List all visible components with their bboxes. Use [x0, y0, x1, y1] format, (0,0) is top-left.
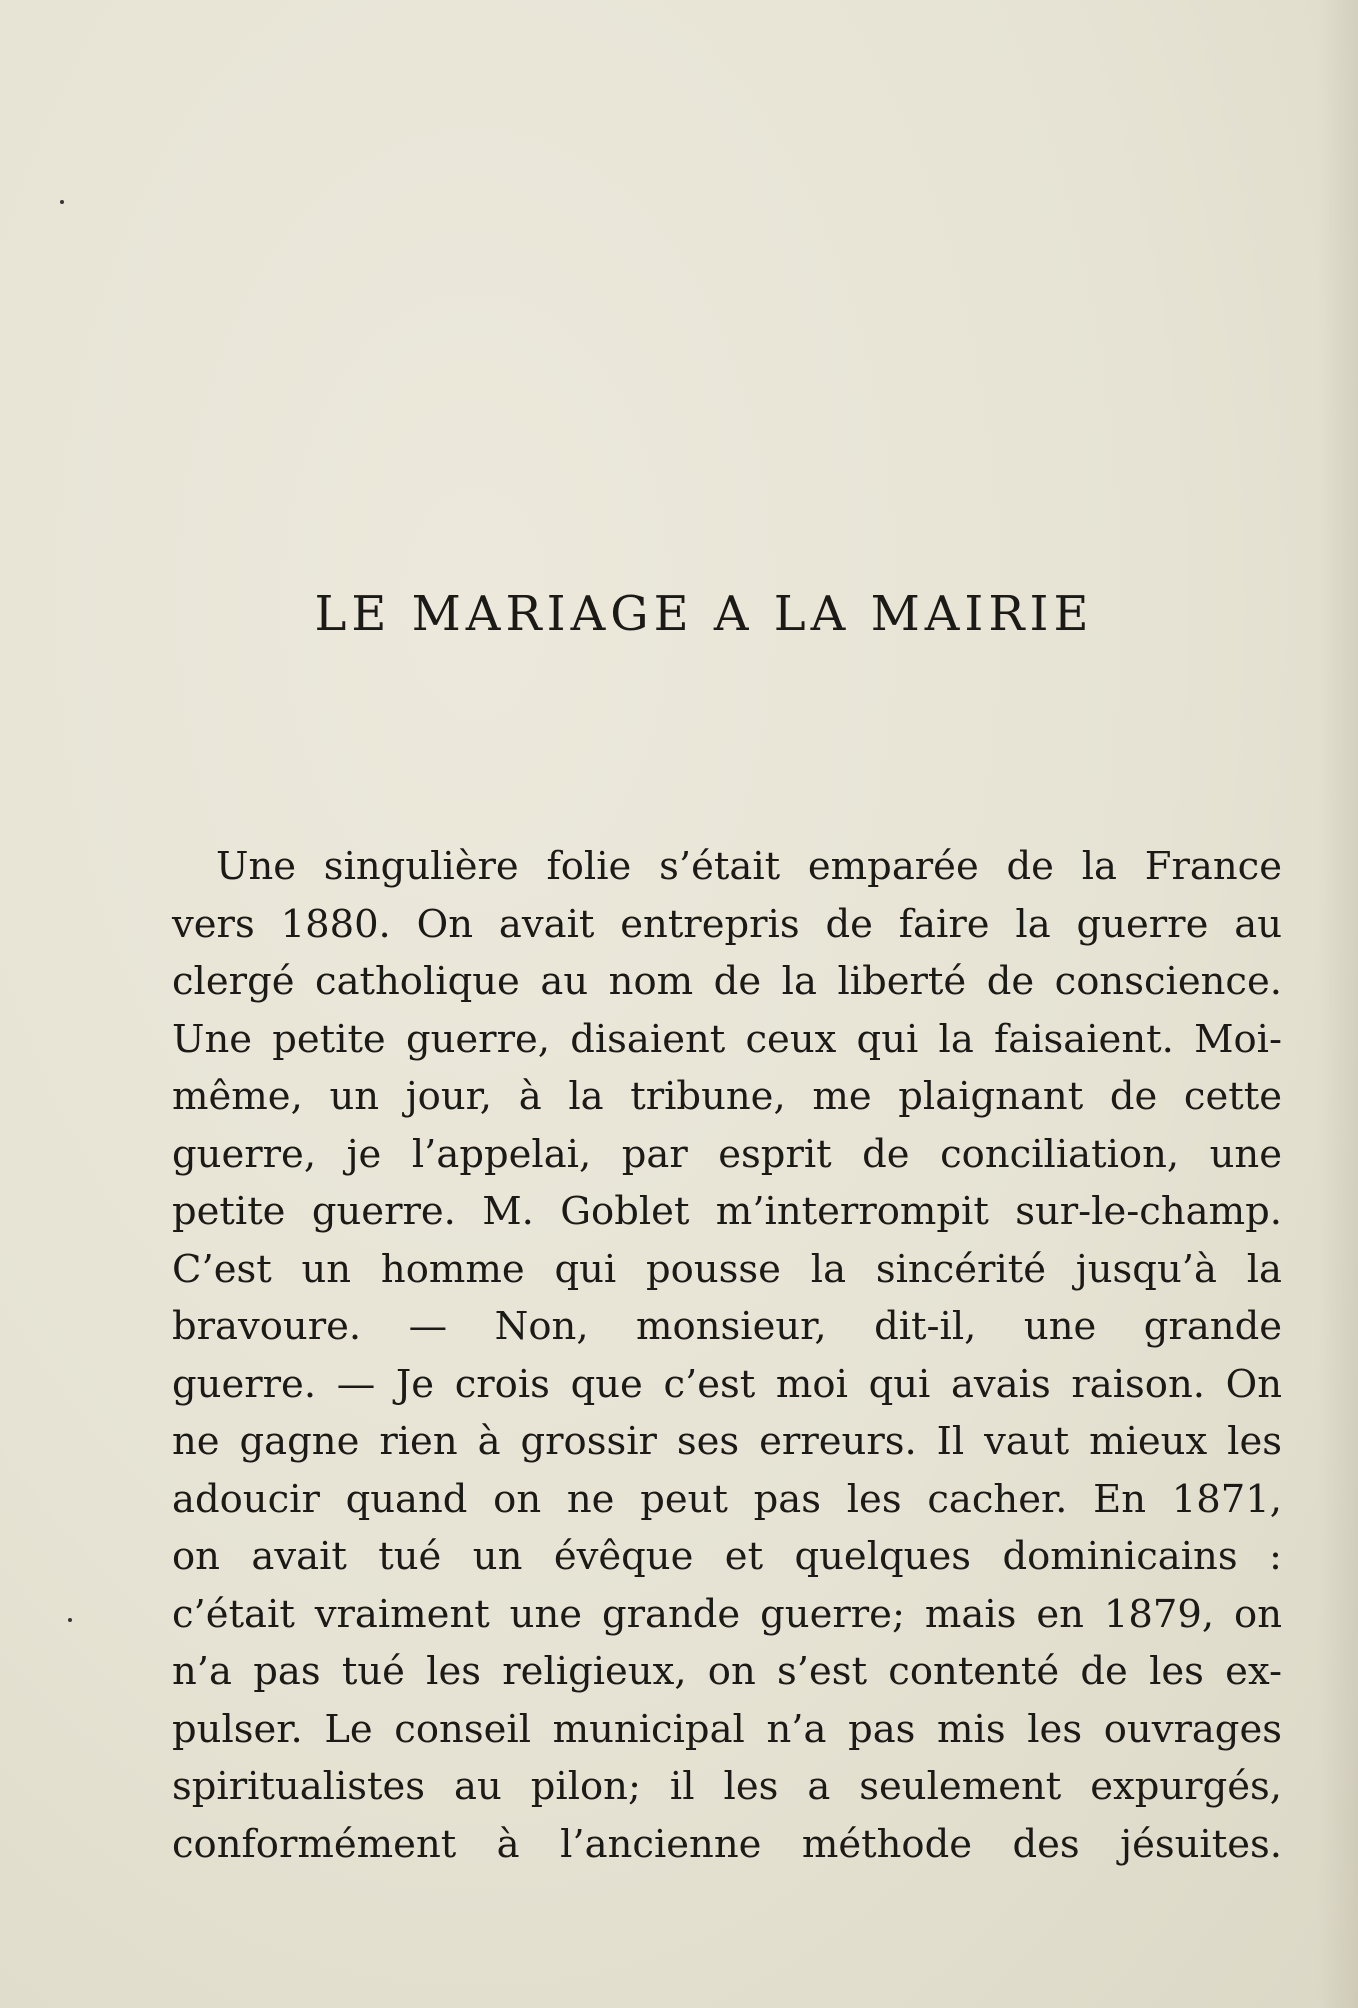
text-line: Une singulière folie s’était emparée de la France — [216, 844, 1282, 889]
text-line: c’était vraiment une grande guerre; mais en 1879, on — [172, 1591, 1282, 1637]
text-line: conformément à l’ancienne méthode des jésuites. — [172, 1821, 1282, 1867]
text-line: guerre. — Je crois que c’est moi qui avais raison. On — [172, 1361, 1282, 1407]
text-line: petite guerre. M. Goblet m’interrompit sur-le-champ. — [172, 1189, 1282, 1234]
page-edge-shadow — [1318, 0, 1358, 2008]
text-line: pulser. Le conseil municipal n’a pas mis les ouvrages — [172, 1706, 1282, 1752]
text-line: adoucir quand on ne peut pas les cacher. En 1871, — [172, 1476, 1282, 1522]
text-line: n’a pas tué les religieux, on s’est contenté de les ex- — [172, 1649, 1282, 1694]
text-line: spiritualistes au pilon; il les a seulement expurgés, — [172, 1764, 1282, 1809]
text-line: guerre, je l’appelai, par esprit de conciliation, une — [172, 1131, 1282, 1177]
chapter-title: LE MARIAGE A LA MAIRIE — [314, 586, 1094, 642]
text-line: Une petite guerre, disaient ceux qui la faisaient. Moi- — [172, 1016, 1282, 1062]
paper-speck — [68, 1618, 72, 1622]
text-line: clergé catholique au nom de la liberté de conscience. — [172, 959, 1282, 1004]
text-line: vers 1880. On avait entrepris de faire la guerre au — [172, 901, 1282, 947]
text-line: C’est un homme qui pousse la sincérité jusqu’à la — [172, 1246, 1282, 1292]
body-paragraph — [172, 838, 1282, 1873]
paper-speck — [60, 200, 64, 204]
text-line: même, un jour, à la tribune, me plaignant de cette — [172, 1074, 1282, 1119]
text-line: ne gagne rien à grossir ses erreurs. Il vaut mieux les — [172, 1419, 1282, 1464]
text-line: on avait tué un évêque et quelques dominicains : — [172, 1534, 1282, 1579]
text-line: bravoure. — Non, monsieur, dit-il, une grande — [172, 1304, 1282, 1349]
